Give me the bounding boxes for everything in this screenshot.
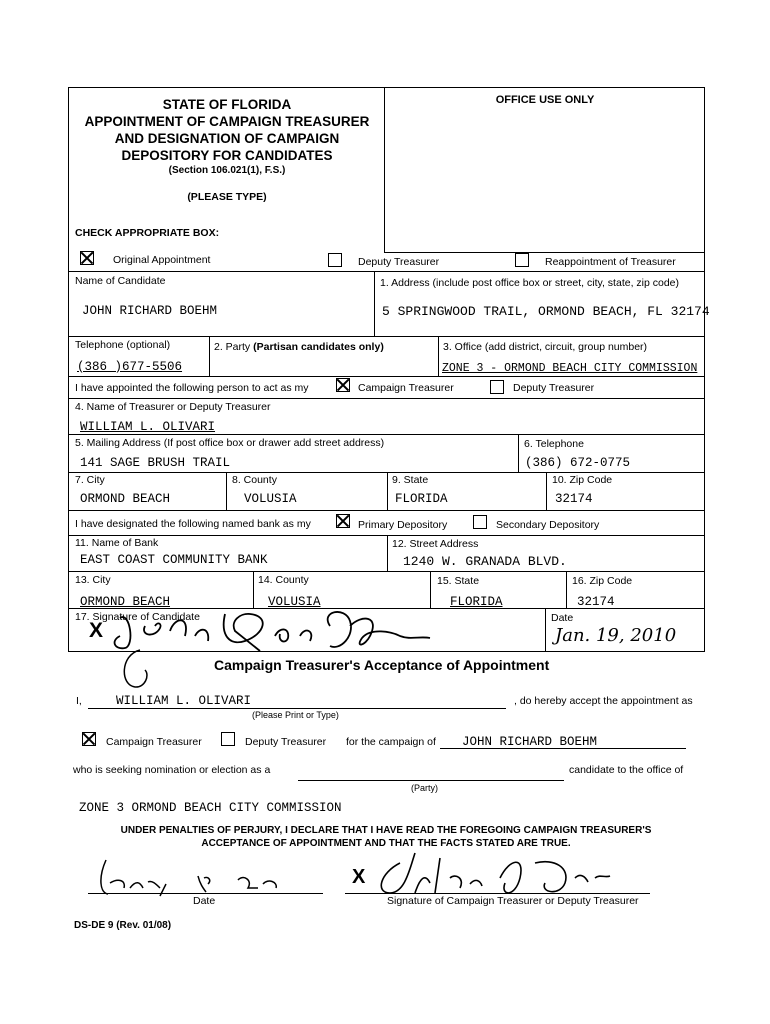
secondary-depository-label: Secondary Depository [496, 519, 600, 531]
reappointment-checkbox[interactable] [515, 253, 529, 267]
accept-campaign-treasurer-label: Campaign Treasurer [106, 736, 202, 748]
party-label [214, 341, 384, 353]
treasurer-phone-label: 6. Telephone [524, 438, 584, 450]
bank-street-label: 12. Street Address [392, 538, 479, 550]
accept-campaign-treasurer-checkbox[interactable] [82, 732, 96, 746]
acceptance-name-field[interactable]: WILLIAM L. OLIVARI [116, 694, 252, 708]
accept-appointment-text: , do hereby accept the appointment as [514, 695, 693, 707]
accept-deputy-treasurer-label: Deputy Treasurer [245, 736, 327, 748]
party-label-text: 2. Party [214, 341, 254, 353]
candidate-signature-image[interactable] [100, 606, 520, 656]
reappointment-label: Reappointment of Treasurer [545, 256, 676, 268]
deputy-treasurer-appoint-checkbox[interactable] [490, 380, 504, 394]
candidate-address-label: 1. Address (include post office box or street, city, state, zip code) [380, 277, 680, 289]
bank-county-field[interactable]: VOLUSIA [268, 595, 321, 609]
treasurer-signature-label: Signature of Campaign Treasurer or Deputy Treasurer [387, 895, 639, 907]
primary-depository-checkbox[interactable] [336, 514, 350, 528]
print-type-hint: (Please Print or Type) [252, 710, 339, 720]
perjury-statement-line1: UNDER PENALTIES OF PERJURY, I DECLARE THAT I HAVE READ THE FOREGOING CAMPAIGN TREASURER'S [120, 825, 652, 836]
treasurer-name-field[interactable]: WILLIAM L. OLIVARI [80, 420, 216, 434]
check-box-instruction: CHECK APPROPRIATE BOX: [75, 227, 220, 239]
mailing-address-label: 5. Mailing Address (If post office box or drawer add street address) [75, 437, 385, 449]
candidate-name-field[interactable]: JOHN RICHARD BOEHM [82, 304, 218, 318]
zip-field[interactable]: 32174 [555, 492, 593, 506]
accept-deputy-treasurer-checkbox[interactable] [221, 732, 235, 746]
state-field[interactable]: FLORIDA [395, 492, 448, 506]
bank-city-label: 13. City [75, 574, 111, 586]
city-label: 7. City [75, 474, 105, 486]
zip-label: 10. Zip Code [552, 474, 613, 486]
original-appointment-checkbox[interactable] [80, 251, 94, 265]
primary-depository-label: Primary Depository [358, 519, 448, 531]
campaign-treasurer-label: Campaign Treasurer [358, 382, 454, 394]
telephone-field[interactable]: (386 )677-5506 [77, 360, 183, 374]
campaign-of-field[interactable]: JOHN RICHARD BOEHM [462, 735, 598, 749]
candidate-address-field[interactable]: 5 SPRINGWOOD TRAIL, ORMOND BEACH, FL 32174 [382, 304, 710, 319]
office-field[interactable]: ZONE 3 - ORMOND BEACH CITY COMMISSION [442, 362, 698, 375]
perjury-statement-line2: ACCEPTANCE OF APPOINTMENT AND THAT THE FACTS STATED ARE TRUE. [201, 838, 571, 849]
please-type: (PLEASE TYPE) [187, 191, 267, 203]
treasurer-name-label: 4. Name of Treasurer or Deputy Treasurer [75, 401, 271, 413]
deputy-treasurer-appoint-label: Deputy Treasurer [513, 382, 595, 394]
bank-name-label: 11. Name of Bank [75, 537, 159, 549]
form-title [70, 96, 384, 164]
treasurer-phone-field[interactable]: (386) 672-0775 [525, 456, 631, 470]
bank-zip-field[interactable]: 32174 [577, 595, 615, 609]
bank-state-label: 15. State [437, 575, 480, 587]
statute-reference: (Section 106.021(1), F.S.) [168, 165, 286, 176]
appoint-text: I have appointed the following person to act as my [75, 382, 309, 394]
telephone-label: Telephone (optional) [75, 339, 171, 351]
bank-designation-text: I have designated the following named bank as my [75, 518, 311, 530]
acceptance-i-label: I, [76, 695, 82, 707]
candidate-name-label: Name of Candidate [75, 275, 166, 287]
acceptance-date-field[interactable] [100, 870, 226, 888]
mailing-address-field[interactable]: 141 SAGE BRUSH TRAIL [80, 456, 231, 470]
acceptance-x-mark: X [352, 866, 366, 888]
campaign-treasurer-checkbox[interactable] [336, 378, 350, 392]
title-line: STATE OF FLORIDA [162, 97, 292, 112]
bank-name-field[interactable]: EAST COAST COMMUNITY BANK [80, 553, 268, 567]
acceptance-heading: Campaign Treasurer's Acceptance of Appointment [214, 657, 550, 673]
signature-date-field[interactable]: Jan. 19, 2010 [555, 625, 677, 646]
signature-flourish [115, 645, 155, 690]
state-label: 9. State [392, 474, 429, 486]
office-use-label: OFFICE USE ONLY [495, 94, 595, 106]
deputy-treasurer-checkbox[interactable] [328, 253, 342, 267]
secondary-depository-checkbox[interactable] [473, 515, 487, 529]
title-line: AND DESIGNATION OF CAMPAIGN [114, 131, 340, 146]
for-campaign-label: for the campaign of [346, 736, 436, 748]
deputy-treasurer-label: Deputy Treasurer [358, 256, 440, 268]
bank-city-field[interactable]: ORMOND BEACH [80, 595, 171, 609]
candidate-signature-label: 17. Signature of Candidate [75, 611, 200, 623]
party-hint: (Party) [411, 783, 438, 793]
party-label-note: (Partisan candidates only) [253, 341, 384, 353]
bank-zip-label: 16. Zip Code [572, 575, 633, 587]
acceptance-date-label: Date [193, 895, 216, 907]
county-label: 8. County [232, 474, 277, 486]
bank-county-label: 14. County [258, 574, 309, 586]
bank-state-field[interactable]: FLORIDA [450, 595, 503, 609]
city-field[interactable]: ORMOND BEACH [80, 492, 171, 506]
seeking-label: who is seeking nomination or election as a [73, 764, 271, 776]
original-appointment-label: Original Appointment [113, 254, 211, 266]
title-line: APPOINTMENT OF CAMPAIGN TREASURER [84, 114, 370, 129]
bank-street-field[interactable]: 1240 W. GRANADA BLVD. [403, 554, 567, 569]
acceptance-office-field[interactable]: ZONE 3 ORMOND BEACH CITY COMMISSION [79, 801, 342, 815]
signature-date-label: Date [551, 612, 574, 624]
title-line: DEPOSITORY FOR CANDIDATES [121, 148, 333, 163]
office-label: 3. Office (add district, circuit, group number) [443, 341, 648, 353]
county-field[interactable]: VOLUSIA [244, 492, 297, 506]
signature-x-mark: X [89, 619, 104, 642]
form-id: DS-DE 9 (Rev. 01/08) [74, 920, 172, 931]
candidate-office-label: candidate to the office of [569, 764, 684, 776]
